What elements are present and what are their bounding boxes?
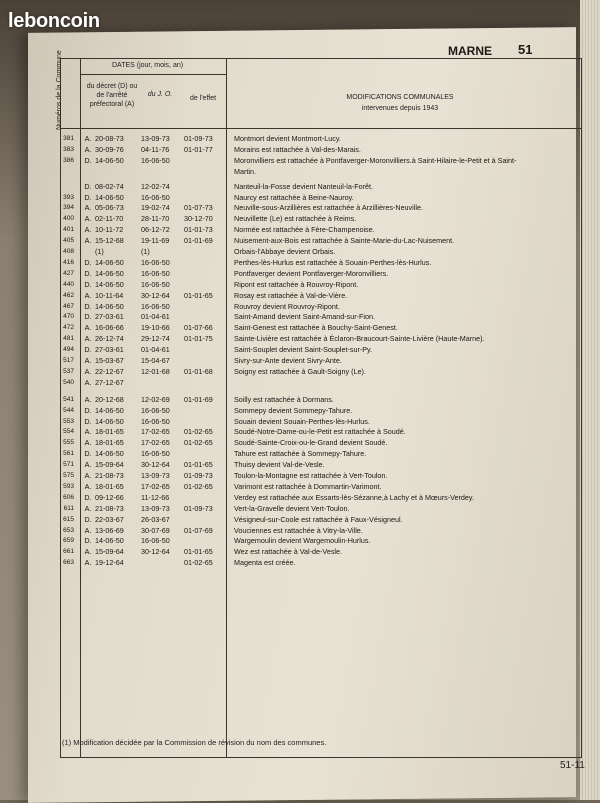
page-header-number: 51 [518, 42, 533, 57]
effect-date-cell: 01-01-75 [184, 334, 213, 344]
jo-date-cell: 12-02-69 [141, 394, 170, 404]
act-type-cell: D. [84, 268, 92, 278]
jo-date-cell: 19-02-74 [141, 203, 170, 213]
act-type-cell: D. [84, 492, 92, 502]
commune-number-cell: 653 [63, 526, 74, 534]
act-type-cell: A. [84, 558, 92, 568]
jo-date-cell: 01-04-61 [141, 312, 170, 322]
commune-number-cell: 462 [63, 291, 74, 299]
commune-number-cell: 405 [63, 237, 74, 245]
jo-date-cell: 04-11-76 [141, 144, 170, 154]
commune-number-cell: 481 [63, 335, 74, 343]
decree-date-cell: 05-06-73 [95, 203, 124, 213]
effect-date-cell: 01-01-65 [184, 547, 213, 557]
decree-date-cell: 13-06-69 [95, 525, 124, 535]
act-type-cell: D. [84, 257, 92, 267]
effect-date-cell: 30-12-70 [184, 214, 213, 224]
commune-number-cell: 400 [63, 215, 74, 223]
decree-date-cell: 14-06-50 [95, 257, 124, 267]
jo-date-cell: 16-06-50 [141, 257, 170, 267]
decree-date-cell: 21-08-73 [95, 471, 124, 480]
header-effect: de l'effet [189, 95, 217, 102]
jo-date-cell: 12-01-68 [141, 366, 170, 376]
modification-cell: Sommepy devient Sommepy-Tahure. [234, 405, 353, 415]
effect-date-cell: 01-09-73 [184, 471, 213, 480]
commune-number-cell: 571 [63, 461, 74, 469]
act-type-cell: A. [84, 203, 92, 213]
effect-date-cell: 01-02-65 [184, 481, 213, 491]
jo-date-cell: 17-02-65 [141, 481, 170, 491]
jo-date-cell: 30-07-69 [141, 525, 170, 535]
act-type-cell: A. [84, 394, 92, 404]
decree-date-cell: 20-12-68 [95, 394, 124, 404]
commune-number-cell: 541 [63, 395, 74, 403]
act-type-cell: D. [84, 155, 92, 165]
commune-number-cell: 661 [63, 548, 74, 556]
modification-cell: Orbais-l'Abbaye devient Orbais. [234, 247, 336, 256]
decree-date-cell: 22-03-67 [95, 514, 124, 524]
jo-date-cell: 16-06-50 [141, 268, 170, 278]
jo-date-cell: 28-11-70 [141, 214, 170, 224]
modification-cell: Neuville-sous-Arzillières est rattachée à Arzillières-Neuville. [234, 203, 423, 213]
act-type-cell: D. [84, 536, 92, 546]
effect-date-cell: 01-09-73 [184, 503, 213, 513]
effect-date-cell: 01-01-73 [184, 225, 213, 235]
modification-cell: Toulon-la-Montagne est rattachée à Vert-Toulon. [234, 471, 388, 480]
jo-date-cell: 16-06-50 [141, 155, 170, 165]
modification-cell: Soudé-Sainte-Croix-ou-le-Grand devient Soudé. [234, 438, 388, 448]
jo-date-cell: 16-06-50 [141, 192, 170, 202]
act-type-cell: A. [84, 236, 92, 246]
decree-date-cell: 15-09-64 [95, 547, 124, 557]
modification-cell: Soigny est rattachée à Gault-Soigny (Le). [234, 366, 366, 376]
act-type-cell: D. [84, 301, 92, 311]
decree-date-cell: 26-12-74 [95, 334, 124, 344]
act-type-cell: D. [84, 279, 92, 289]
modification-cell: Vert-la-Gravelle devient Vert-Toulon. [234, 503, 350, 513]
commune-number-cell: 494 [63, 346, 74, 354]
decree-date-cell: 21-08-73 [95, 503, 124, 513]
act-type-cell: D. [84, 449, 92, 459]
row-divider [80, 74, 226, 75]
decree-date-cell: 14-06-50 [95, 192, 124, 202]
page-header-region: MARNE [448, 44, 492, 58]
commune-number-cell: 416 [63, 258, 74, 266]
commune-number-cell: 593 [63, 482, 74, 490]
act-type-cell: A. [84, 471, 92, 480]
act-type-cell: A. [84, 525, 92, 535]
jo-date-cell: 16-06-50 [141, 449, 170, 459]
act-type-cell: A. [84, 481, 92, 491]
commune-number-cell: 467 [63, 302, 74, 310]
modification-cell: Thuisy devient Val-de-Vesle. [234, 460, 325, 470]
effect-date-cell: 01-01-68 [184, 366, 213, 376]
act-type-cell: A. [84, 460, 92, 470]
jo-date-cell: 16-06-50 [141, 279, 170, 289]
jo-date-cell: 12-02-74 [141, 181, 170, 191]
jo-date-cell: 16-06-50 [141, 536, 170, 546]
effect-date-cell: 01-01-65 [184, 290, 213, 300]
act-type-cell: A. [84, 334, 92, 344]
commune-number-cell: 381 [63, 135, 74, 142]
modification-cell: Souain devient Souain-Perthes-lès-Hurlus. [234, 416, 370, 426]
footnote: (1) Modification décidée par la Commission de révision du nom des communes. [62, 738, 327, 747]
act-type-cell: A. [84, 377, 92, 387]
jo-date-cell: 19-11-69 [141, 236, 170, 246]
header-divider [60, 128, 582, 129]
jo-date-cell: 30-12-64 [141, 460, 170, 470]
decree-date-cell: 27-03-61 [95, 312, 124, 322]
jo-date-cell: 17-02-65 [141, 438, 170, 448]
commune-number-cell: 386 [63, 156, 74, 164]
jo-date-cell: 29-12-74 [141, 334, 170, 344]
act-type-cell: D. [84, 345, 92, 355]
jo-date-cell: 15-04-67 [141, 356, 170, 365]
effect-date-cell: 01-02-65 [184, 558, 213, 568]
modification-cell: Tahure est rattachée à Sommepy-Tahure. [234, 449, 367, 459]
act-type-cell: A. [84, 134, 92, 143]
decree-date-cell: 15-12-68 [95, 236, 124, 246]
act-type-cell: D. [84, 192, 92, 202]
jo-date-cell: 13-09-73 [141, 503, 170, 513]
commune-number-cell: 383 [63, 145, 74, 153]
modification-cell: Verdey est rattachée aux Essarts-lès-Sézanne,à Lachy et à Mœurs-Verdey. [234, 492, 474, 502]
modification-cell: Pontfaverger devient Pontfaverger-Moronvilliers. [234, 268, 389, 278]
modification-cell: Magenta est créée. [234, 558, 296, 568]
header-jo: du J. O. [147, 91, 173, 98]
modification-cell: Varimont est rattachée à Dommartin-Varimont. [234, 481, 382, 491]
header-modifications-title: MODIFICATIONS COMMUNALES [346, 94, 454, 101]
commune-number-cell: 606 [63, 493, 74, 501]
modification-cell: Morains est rattachée à Val-des-Marais. [234, 144, 361, 154]
header-dates: DATES (jour, mois, an) [112, 62, 184, 69]
decree-date-cell: 16-06-66 [95, 323, 124, 333]
jo-date-cell: 11-12-66 [141, 492, 170, 502]
effect-date-cell: 01-02-65 [184, 438, 213, 448]
modification-cell: Ripont est rattachée à Rouvroy-Ripont. [234, 279, 359, 289]
act-type-cell: A. [84, 323, 92, 333]
decree-date-cell: 14-06-50 [95, 405, 124, 415]
modification-cell: Vésigneul-sur-Coole est rattachée à Faux-Vésigneul. [234, 514, 403, 524]
commune-number-cell: 440 [63, 280, 74, 288]
decree-date-cell: 22-12-67 [95, 366, 124, 376]
column-divider [226, 58, 227, 758]
commune-number-cell: 575 [63, 472, 74, 479]
modification-cell: Sainte-Livière est rattachée à Éclaron-Braucourt-Sainte-Livière (Haute-Marne). [234, 334, 485, 344]
decree-date-cell: 14-06-50 [95, 536, 124, 546]
effect-date-cell: 01-07-73 [184, 203, 213, 213]
act-type-cell: D. [84, 416, 92, 426]
modification-cell: Wez est rattachée à Val-de-Vesle. [234, 547, 343, 557]
commune-number-cell: 544 [63, 406, 74, 414]
modification-cell: Naurcy est rattachée à Beine-Nauroy. [234, 192, 354, 202]
header-decree: du décret (D) ou de l'arrêté préfectoral (A) [86, 83, 138, 108]
decree-date-cell: 14-06-50 [95, 268, 124, 278]
effect-date-cell: 01-07-66 [184, 323, 213, 333]
decree-date-cell: 20-08-73 [95, 134, 124, 143]
commune-number-cell: 470 [63, 313, 74, 321]
commune-number-cell: 393 [63, 193, 74, 201]
modification-cell: Rosay est rattachée à Val-de-Vière. [234, 290, 348, 300]
column-divider [80, 58, 81, 758]
jo-date-cell: 13-09-73 [141, 471, 170, 480]
decree-date-cell: 27-12-67 [95, 377, 124, 387]
modification-cell: Neuvillette (Le) est rattachée à Reims. [234, 214, 357, 224]
commune-number-cell: 555 [63, 439, 74, 447]
modification-cell: Saint-Souplet devient Saint-Souplet-sur-Py. [234, 345, 373, 355]
watermark-logo: leboncoin [8, 10, 100, 32]
decree-date-cell: 27-03-61 [95, 345, 124, 355]
commune-number-cell: 615 [63, 515, 74, 523]
commune-number-cell: 472 [63, 324, 74, 332]
decree-date-cell: 14-06-50 [95, 301, 124, 311]
header-commune-number: Numéros de la Commune [56, 50, 63, 130]
decree-date-cell: 14-06-50 [95, 279, 124, 289]
effect-date-cell: 01-02-65 [184, 427, 213, 437]
act-type-cell: A. [84, 290, 92, 300]
commune-number-cell: 561 [63, 450, 74, 458]
commune-number-cell: 659 [63, 537, 74, 545]
decree-date-cell: 30-09-76 [95, 144, 124, 154]
act-type-cell: A. [84, 427, 92, 437]
act-type-cell: A. [84, 438, 92, 448]
jo-date-cell: 30-12-64 [141, 547, 170, 557]
commune-number-cell: 540 [63, 378, 74, 386]
jo-date-cell: 06-12-72 [141, 225, 170, 235]
decree-date-cell: 18-01-65 [95, 427, 124, 437]
act-type-cell: D. [84, 312, 92, 322]
modification-cell: Nanteuil-la-Fosse devient Nanteuil-la-Forêt. [234, 181, 374, 191]
modification-cell: Soudé-Notre-Dame-ou-le-Petit est rattachée à Soudé. [234, 427, 406, 437]
jo-date-cell: 01-04-61 [141, 345, 170, 355]
effect-date-cell: 01-09-73 [184, 134, 213, 143]
modification-cell: Nuisement-aux-Bois est rattachée à Sainte-Marie-du-Lac-Nuisement. [234, 236, 455, 246]
commune-number-cell: 401 [63, 226, 74, 234]
jo-date-cell: 16-06-50 [141, 301, 170, 311]
jo-date-cell: (1) [141, 247, 150, 256]
decree-date-cell: 14-06-50 [95, 449, 124, 459]
effect-date-cell: 01-01-69 [184, 236, 213, 246]
decree-date-cell: 14-06-50 [95, 416, 124, 426]
decree-date-cell: 10-11-72 [95, 225, 124, 235]
decree-date-cell: (1) [95, 247, 104, 256]
book-page-edges [580, 0, 600, 800]
act-type-cell: A. [84, 547, 92, 557]
commune-number-cell: 663 [63, 559, 74, 567]
decree-date-cell: 15-09-64 [95, 460, 124, 470]
commune-number-cell: 427 [63, 269, 74, 277]
decree-date-cell: 19-12-64 [95, 558, 124, 568]
decree-date-cell: 08-02-74 [95, 181, 124, 191]
modification-cell: Sivry-sur-Ante devient Sivry-Ante. [234, 356, 342, 365]
page-number: 51-11 [560, 760, 585, 771]
modification-cell: Rouvroy devient Rouvroy-Ripont. [234, 301, 340, 311]
effect-date-cell: 01-01-65 [184, 460, 213, 470]
modification-cell: Perthes-lès-Hurlus est rattachée à Souain-Perthes-lès-Hurlus. [234, 257, 432, 267]
act-type-cell: A. [84, 503, 92, 513]
act-type-cell: A. [84, 214, 92, 224]
jo-date-cell: 17-02-65 [141, 427, 170, 437]
decree-date-cell: 02-11-70 [95, 214, 124, 224]
decree-date-cell: 09-12-66 [95, 492, 124, 502]
jo-date-cell: 16-06-50 [141, 405, 170, 415]
decree-date-cell: 18-01-65 [95, 481, 124, 491]
modification-cell: Soilly est rattachée à Dormans. [234, 394, 334, 404]
header-modifications-subtitle: intervenues depuis 1943 [361, 105, 439, 112]
commune-number-cell: 394 [63, 204, 74, 212]
commune-number-cell: 611 [63, 504, 74, 512]
commune-number-cell: 517 [63, 357, 74, 364]
act-type-cell: A. [84, 225, 92, 235]
decree-date-cell: 10-11-64 [95, 290, 124, 300]
jo-date-cell: 19-10-66 [141, 323, 170, 333]
modification-cell: Normée est rattachée à Fère-Champenoise. [234, 225, 375, 235]
modification-cell: Saint-Genest est rattachée à Bouchy-Saint-Genest. [234, 323, 398, 333]
act-type-cell: D. [84, 181, 92, 191]
modification-cell: Montmort devient Montmort-Lucy. [234, 134, 341, 143]
effect-date-cell: 01-07-69 [184, 525, 213, 535]
modification-cell: Saint-Amand devient Saint-Amand-sur-Fion. [234, 312, 376, 322]
commune-number-cell: 554 [63, 428, 74, 436]
decree-date-cell: 15-03-67 [95, 356, 124, 365]
act-type-cell: D. [84, 514, 92, 524]
commune-number-cell: 408 [63, 248, 74, 255]
jo-date-cell: 16-06-50 [141, 416, 170, 426]
modification-cell: Wargemoulin devient Wargemoulin-Hurlus. [234, 536, 371, 546]
modification-cell: Moronvilliers est rattachée à Pontfaverger-Moronvilliers.à Saint-Hilaire-le-Petit et à Saint- [234, 155, 517, 165]
act-type-cell: D. [84, 405, 92, 415]
decree-date-cell: 18-01-65 [95, 438, 124, 448]
modification-cell: Martin. [234, 166, 256, 176]
jo-date-cell: 30-12-64 [141, 290, 170, 300]
effect-date-cell: 01-01-69 [184, 394, 213, 404]
decree-date-cell: 14-06-50 [95, 155, 124, 165]
modification-cell: Vouciennes est rattachée à Vitry-la-Ville. [234, 525, 363, 535]
act-type-cell: A. [84, 144, 92, 154]
jo-date-cell: 13-09-73 [141, 134, 170, 143]
jo-date-cell: 26-03-67 [141, 514, 170, 524]
act-type-cell: A. [84, 356, 92, 365]
commune-number-cell: 553 [63, 417, 74, 425]
effect-date-cell: 01-01-77 [184, 144, 213, 154]
act-type-cell: A. [84, 366, 92, 376]
commune-number-cell: 537 [63, 367, 74, 375]
header-modifications [300, 92, 500, 114]
